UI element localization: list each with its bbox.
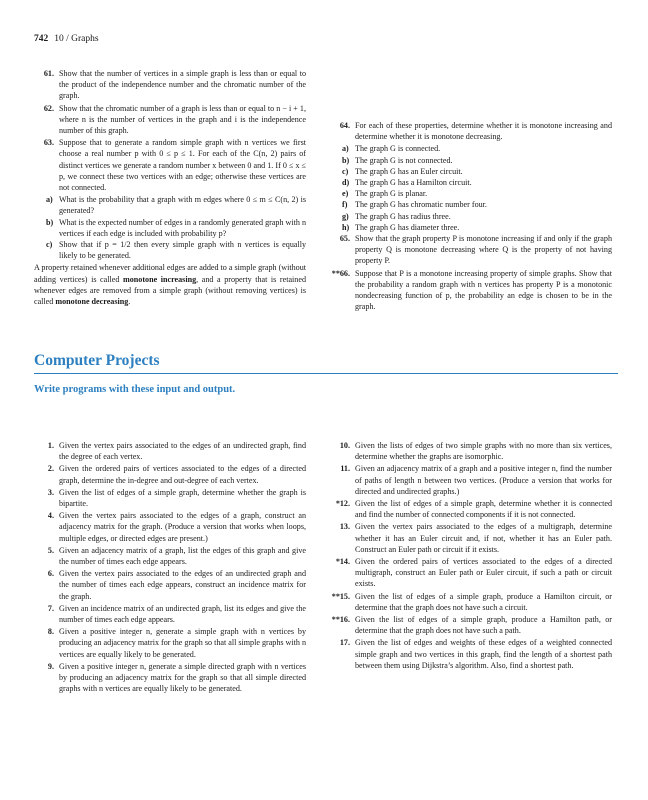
exercise-64: 64. For each of these properties, determine whether it is monotone increasing and determine whether it is monotone decreasing. xyxy=(339,121,612,142)
page-number: 742 xyxy=(34,34,49,44)
exercise-63a: a) What is the probability that a graph with m edges where 0 ≤ m ≤ C(n, 2) is generated? xyxy=(46,195,306,216)
exercise-62: 62. Show that the chromatic number of a graph is less than or equal to n − i + 1, where n is the number of vertices in the graph and i is the independence number of this graph. xyxy=(43,103,306,136)
running-title: 10 / Graphs xyxy=(54,34,99,44)
project-2: 2. Given the ordered pairs of vertices associated to the edges of a directed graph, determine the in-degree and out-degree of each vertex. xyxy=(47,464,306,485)
exercise-64g: g) The graph G has radius three. xyxy=(342,211,451,221)
project-6: 6. Given the vertex pairs associated to the edges of an undirected graph and the number of times each edge appears, construct an incidence matrix for the graph. xyxy=(47,569,306,601)
project-7: 7. Given an incidence matrix of an undirected graph, list its edges and give the number of times each edge appears. xyxy=(47,603,306,625)
project-17: 17. Given the list of edges and weights of these edges of a weighted connected simple graph and two vertices in this graph, find the length of a shortest path between them using Dijkstra’s algorithm. Also, find a shortest path. xyxy=(339,638,612,670)
project-16: **16. Given the list of edges of a simple graph, produce a Hamilton path, or determine that the graph does not have such a path. xyxy=(331,615,612,636)
project-3: 3. Given the list of edges of a simple graph, determine whether the graph is bipartite. xyxy=(47,487,306,509)
section-subtitle: Write programs with these input and output. xyxy=(34,384,236,395)
section-divider xyxy=(34,373,618,374)
project-1: 1. Given the vertex pairs associated to the edges of an undirected graph, find the degree of each vertex. xyxy=(47,441,306,462)
exercise-64e: e) The graph G is planar. xyxy=(342,189,428,199)
term-monotone-increasing: monotone increasing xyxy=(122,274,197,284)
term-monotone-decreasing: monotone decreasing xyxy=(55,297,129,307)
project-4: 4. Given the vertex pairs associated to the edges of a graph, construct an adjacency matrix for the graph. (Produce a version that works when loops, multiple edges, or directed edges are present.) xyxy=(47,511,306,543)
project-14: *14. Given the ordered pairs of vertices associated to the edges of a directed multigraph, construct an Euler path or Euler circuit, if such a path or circuit exists. xyxy=(335,557,612,589)
projects-right-column xyxy=(330,440,612,672)
running-header xyxy=(34,34,99,44)
exercise-66: **66. Suppose that P is a monotone increasing property of simple graphs. Show that the probability a random graph with n vertices has property P is a monotonic nondecreasing function of p, the probability an edge is chosen to be in the graph. xyxy=(331,268,612,312)
project-13: 13. Given the vertex pairs associated to the edges of a multigraph, determine whether it has an Euler circuit and, if not, whether it has an Euler path. Construct an Euler path or circuit if it exists. xyxy=(339,522,612,554)
exercise-63: 63. Suppose that to generate a random simple graph with n vertices we first choose a real number p with 0 ≤ p ≤ 1. For each of the C(n, 2) pairs of distinct vertices we generate a random number x between 0 and 1. If 0 ≤ x ≤ p, we connect these two vertices with an edge; otherwise these vertices are not connected. xyxy=(43,138,306,193)
exercise-64f: f) The graph G has chromatic number four. xyxy=(342,200,487,210)
section-title: Computer Projects xyxy=(34,352,160,369)
exercises-right-column xyxy=(330,120,612,313)
project-9: 9. Given a positive integer n, generate a simple directed graph with n vertices by producing an adjacency matrix for the graph so that all simple directed graphs with n vertices are equally likely to be generated. xyxy=(47,661,306,694)
project-10: 10. Given the lists of edges of two simple graphs with no more than six vertices, determine whether the graphs are isomorphic. xyxy=(339,441,612,462)
projects-left-column xyxy=(34,440,306,695)
exercise-64h: h) The graph G has diameter three. xyxy=(342,222,460,232)
exercise-65: 65. Show that the graph property P is monotone increasing if and only if the graph property Q is monotone decreasing where Q is the property of not having property P. xyxy=(339,234,612,266)
exercise-64a: a) The graph G is connected. xyxy=(342,144,441,154)
exercise-61: 61. Show that the number of vertices in a simple graph is less than or equal to the product of the independence number and the chromatic number of the graph. xyxy=(43,69,306,101)
exercise-63c: c) Show that if p = 1/2 then every simple graph with n vertices is equally likely to be generated. xyxy=(46,240,306,261)
exercises-left-column xyxy=(34,68,306,308)
project-12: *12. Given the list of edges of a simple graph, determine whether it is connected and find the number of connected components if it is not connected. xyxy=(335,499,612,520)
monotone-definition-paragraph: A property retained whenever additional edges are added to a simple graph (without adding vertices) is called monotone increasing, and a property that is retained whenever edges are removed from a simple graph (without removing vertices) is called monotone decreasing. xyxy=(34,263,306,307)
exercise-64c: c) The graph G has an Euler circuit. xyxy=(342,166,463,176)
project-15: **15. Given the list of edges of a simple graph, produce a Hamilton circuit, or determine that the graph does not have such a circuit. xyxy=(331,591,612,612)
exercise-64b: b) The graph G is not connected. xyxy=(342,155,453,165)
project-11: 11. Given an adjacency matrix of a graph and a positive integer n, find the number of paths of length n between two vertices. (Produce a version that works for directed and undirected graphs.) xyxy=(340,464,612,496)
project-5: 5. Given an adjacency matrix of a graph, list the edges of this graph and give the number of times each edge appears. xyxy=(47,545,306,567)
project-8: 8. Given a positive integer n, generate a simple graph with n vertices by producing an adjacency matrix for the graph so that all simple graphs with n vertices are equally likely to be generated. xyxy=(47,627,307,659)
exercise-64d: d) The graph G has a Hamilton circuit. xyxy=(342,178,472,188)
exercise-63b: b) What is the expected number of edges in a randomly generated graph with n vertices if each edge is included with probability p? xyxy=(46,217,306,238)
